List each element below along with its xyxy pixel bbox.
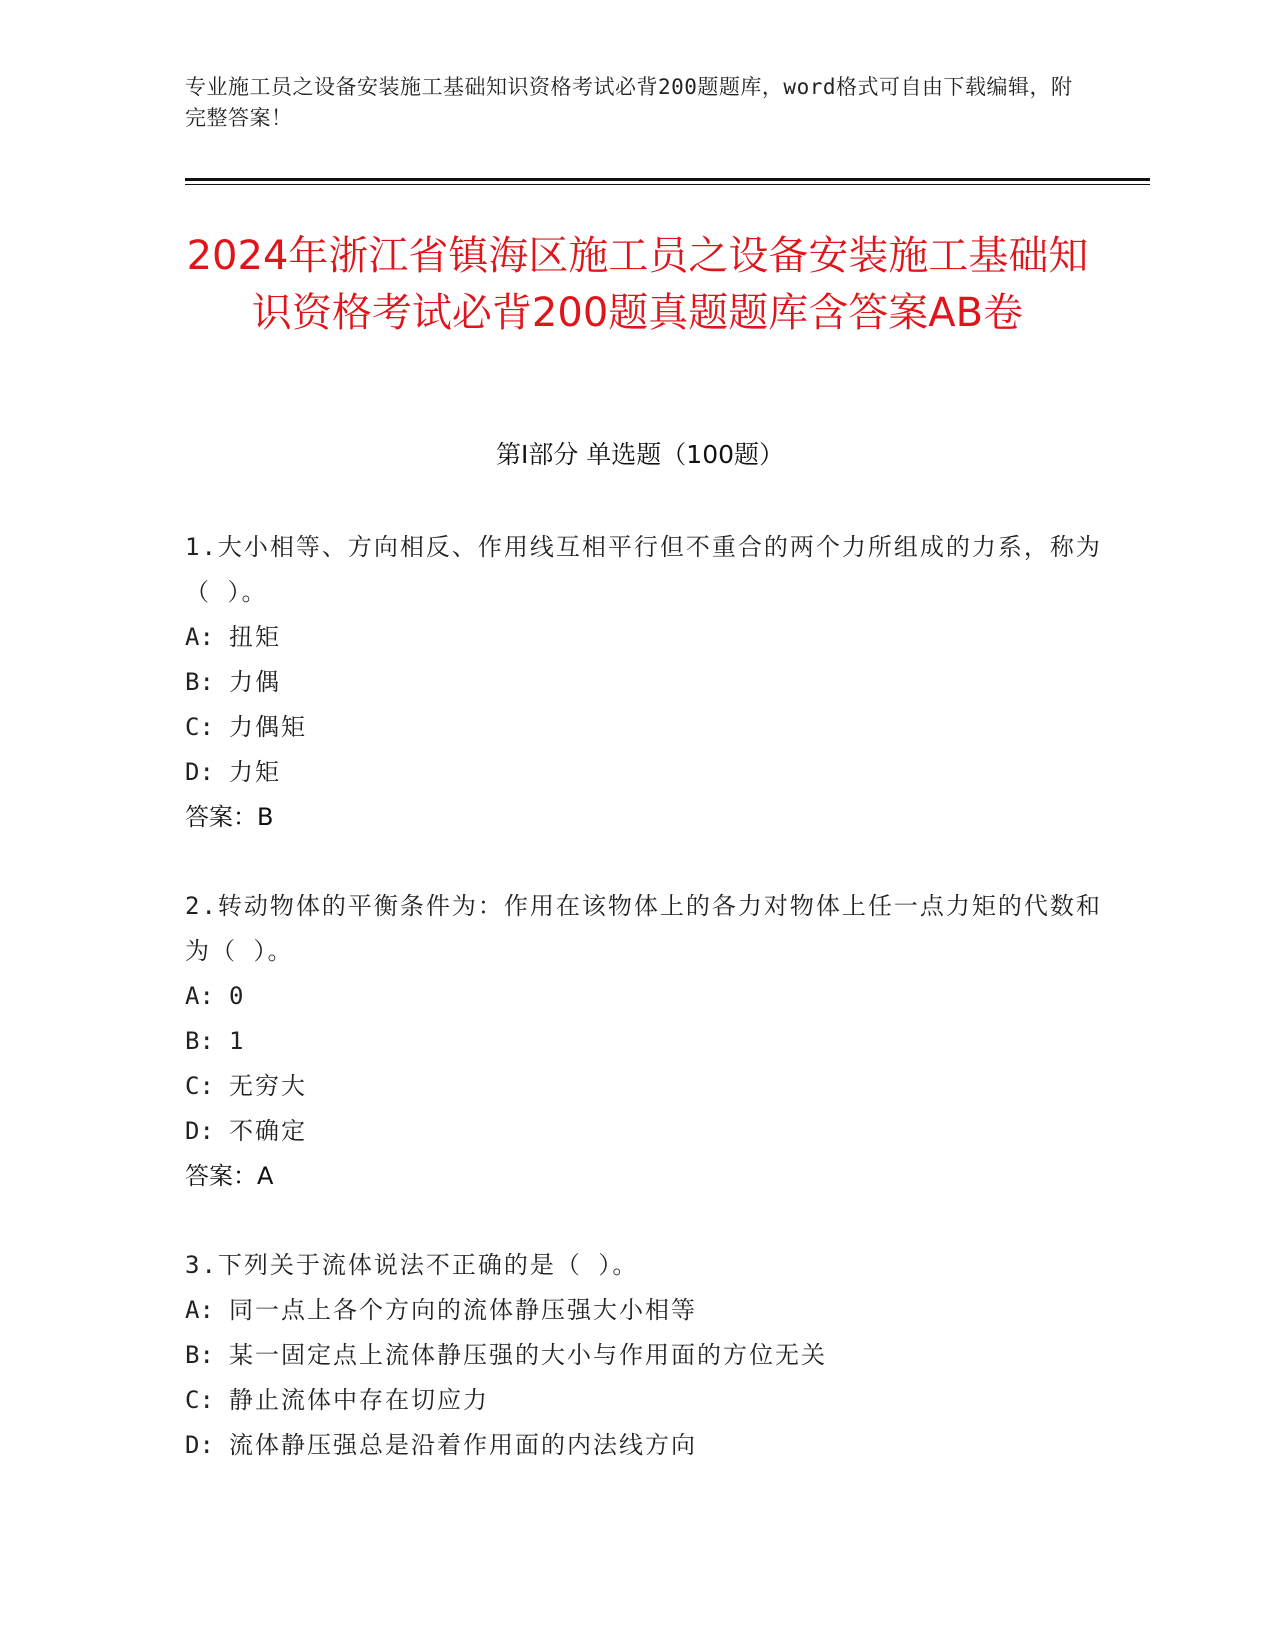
question-item bbox=[185, 525, 1105, 840]
question-stem: 2.转动物体的平衡条件为：作用在该物体上的各力对物体上任一点力矩的代数和为（ ）。 bbox=[185, 892, 1102, 965]
option-text: 1 bbox=[229, 1027, 246, 1055]
question-list bbox=[185, 525, 1105, 1468]
option-text: 无穷大 bbox=[229, 1072, 307, 1100]
option-text: 0 bbox=[229, 982, 246, 1010]
question-item bbox=[185, 884, 1105, 1199]
option-text: 静止流体中存在切应力 bbox=[229, 1386, 489, 1414]
option-text: 某一固定点上流体静压强的大小与作用面的方位无关 bbox=[229, 1341, 827, 1369]
question-option bbox=[185, 1288, 1105, 1333]
question-option bbox=[185, 1019, 1105, 1064]
question-option bbox=[185, 1378, 1105, 1423]
question-option bbox=[185, 660, 1105, 705]
option-letter: C: bbox=[185, 713, 214, 741]
header-divider-thin bbox=[185, 184, 1150, 185]
question-option bbox=[185, 1423, 1105, 1468]
option-letter: B: bbox=[185, 668, 214, 696]
option-letter: C: bbox=[185, 1072, 214, 1100]
option-letter: B: bbox=[185, 1027, 214, 1055]
question-stem: 3.下列关于流体说法不正确的是（ ）。 bbox=[185, 1251, 639, 1279]
option-letter: A: bbox=[185, 1296, 214, 1324]
question-option bbox=[185, 1064, 1105, 1109]
option-text: 力矩 bbox=[229, 758, 281, 786]
option-text: 力偶 bbox=[229, 668, 281, 696]
question-item bbox=[185, 1243, 1105, 1468]
question-option bbox=[185, 1333, 1105, 1378]
question-option bbox=[185, 615, 1105, 660]
question-option bbox=[185, 974, 1105, 1019]
option-letter: B: bbox=[185, 1341, 214, 1369]
header-note: 专业施工员之设备安装施工基础知识资格考试必背200题题库，word格式可自由下载编辑，附完整答案！ bbox=[185, 75, 1073, 130]
option-letter: C: bbox=[185, 1386, 214, 1414]
option-letter: D: bbox=[185, 1117, 214, 1145]
option-text: 扭矩 bbox=[229, 623, 281, 651]
option-letter: A: bbox=[185, 623, 214, 651]
question-option bbox=[185, 750, 1105, 795]
option-text: 流体静压强总是沿着作用面的内法线方向 bbox=[229, 1431, 697, 1459]
option-letter: D: bbox=[185, 1431, 214, 1459]
header-divider-thick bbox=[185, 178, 1150, 181]
option-letter: A: bbox=[185, 982, 214, 1010]
document-title: 2024年浙江省镇海区施工员之设备安装施工基础知识资格考试必背200题真题题库含答案AB卷 bbox=[186, 233, 1089, 336]
section-heading: 第I部分 单选题（100题） bbox=[495, 440, 785, 469]
question-stem: 1.大小相等、方向相反、作用线互相平行但不重合的两个力所组成的力系，称为（ ）。 bbox=[185, 533, 1102, 606]
question-answer: 答案：A bbox=[185, 1162, 274, 1190]
option-text: 不确定 bbox=[229, 1117, 307, 1145]
question-option bbox=[185, 705, 1105, 750]
option-text: 同一点上各个方向的流体静压强大小相等 bbox=[229, 1296, 697, 1324]
option-letter: D: bbox=[185, 758, 214, 786]
question-spacer bbox=[185, 1199, 1105, 1243]
question-spacer bbox=[185, 840, 1105, 884]
question-option bbox=[185, 1109, 1105, 1154]
option-text: 力偶矩 bbox=[229, 713, 307, 741]
question-answer: 答案：B bbox=[185, 803, 274, 831]
